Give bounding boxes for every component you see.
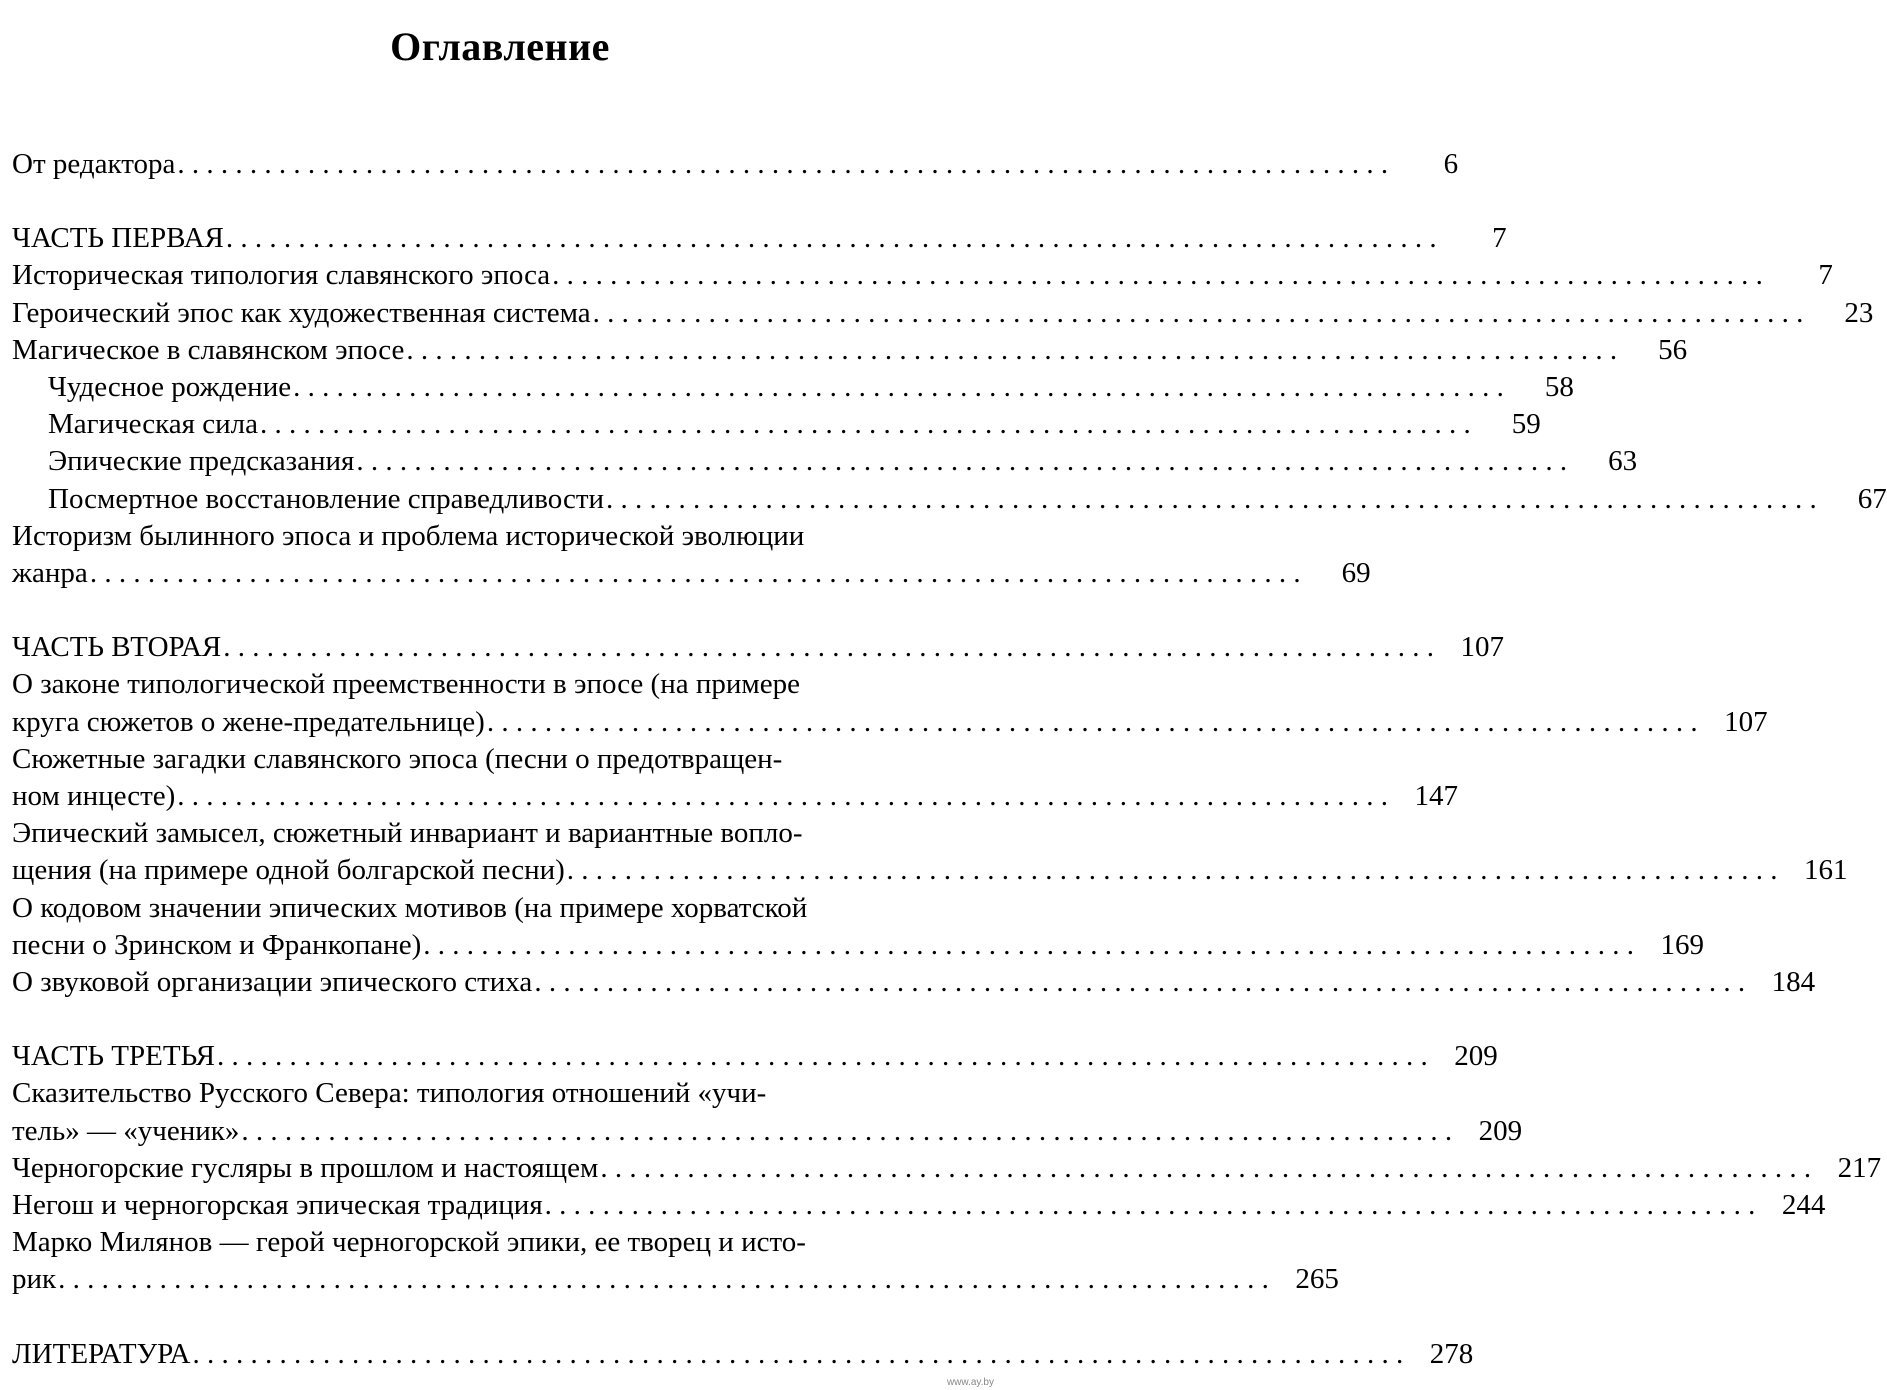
toc-entry-title-line: тель» — «ученик» <box>12 1114 240 1147</box>
toc-page-number: 107 <box>1724 705 1768 738</box>
dot-leader: . . . . . . . . . . . . . . . . . . . . . . . . . . . . . . . . . . . . . . . . . . . . . . . . . . . . . . . . . . . . . . . . . . . . . . . . . . . . . . . . . . . . <box>259 408 1471 441</box>
toc-entry-title: Черногорские гусляры в прошлом и настоящем <box>12 1151 599 1184</box>
toc-entry <box>12 295 1874 332</box>
toc-entry-title-line: О кодовом значении эпических мотивов (на примере хорватской <box>12 891 808 924</box>
toc-entry-title-line: рик <box>12 1263 57 1296</box>
toc-entry-title: Героический эпос как художественная система <box>12 296 591 329</box>
toc-entry <box>12 1224 1339 1298</box>
toc-entry-title-line: Марко Милянов — герой черногорской эпики, ее творец и исто- <box>12 1226 806 1259</box>
dot-leader: . . . . . . . . . . . . . . . . . . . . . . . . . . . . . . . . . . . . . . . . . . . . . . . . . . . . . . . . . . . . . . . . . . . . . . . . . . . . . . . . . . . . <box>606 482 1817 515</box>
dot-leader: . . . . . . . . . . . . . . . . . . . . . . . . . . . . . . . . . . . . . . . . . . . . . . . . . . . . . . . . . . . . . . . . . . . . . . . . . . . . . . . . . . . . <box>177 780 1389 813</box>
toc-entry <box>12 332 1688 369</box>
toc-page-number: 63 <box>1608 445 1638 478</box>
toc-page-number: 6 <box>1443 148 1459 180</box>
toc-entry-title: Негош и черногорская эпическая традиция <box>12 1189 543 1222</box>
toc-page-number: 58 <box>1544 371 1574 404</box>
toc-entry <box>12 741 1459 815</box>
toc-subentry <box>12 481 1887 518</box>
dot-leader: . . . . . . . . . . . . . . . . . . . . . . . . . . . . . . . . . . . . . . . . . . . . . . . . . . . . . . . . . . . . . . . . . . . . . . . . . . . . . . . . . . . . <box>192 1337 1404 1370</box>
toc-page-number: 184 <box>1771 966 1816 999</box>
toc-entry <box>12 257 1833 294</box>
dot-leader: . . . . . . . . . . . . . . . . . . . . . . . . . . . . . . . . . . . . . . . . . . . . . . . . . . . . . . . . . . . . . . . . . . . . . . . . . . . . . . . . . . . . <box>223 631 1434 664</box>
dot-leader: . . . . . . . . . . . . . . . . . . . . . . . . . . . . . . . . . . . . . . . . . . . . . . . . . . . . . . . . . . . . . . . . . . . . . . . . . . . . . . . . . . . . <box>592 296 1804 329</box>
toc-entry <box>12 890 1705 964</box>
toc-entry-title-line: ном инцесте) <box>12 780 176 813</box>
toc-page-number: 217 <box>1837 1151 1882 1184</box>
dot-leader: . . . . . . . . . . . . . . . . . . . . . . . . . . . . . . . . . . . . . . . . . . . . . . . . . . . . . . . . . . . . . . . . . . . . . . . . . . . . . . . . . . . . <box>486 705 1698 738</box>
dot-leader: . . . . . . . . . . . . . . . . . . . . . . . . . . . . . . . . . . . . . . . . . . . . . . . . . . . . . . . . . . . . . . . . . . . . . . . . . . . . . . . . . . . . <box>552 259 1763 292</box>
toc-entry <box>12 815 1848 889</box>
toc-entry-title: О звуковой организации эпического стиха <box>12 966 533 999</box>
dot-leader: . . . . . . . . . . . . . . . . . . . . . . . . . . . . . . . . . . . . . . . . . . . . . . . . . . . . . . . . . . . . . . . . . . . . . . . . . . . . . . . . . . . . <box>406 333 1618 366</box>
toc-page-number: 67 <box>1857 482 1887 515</box>
toc-subentry <box>12 443 1638 480</box>
dot-leader: . . . . . . . . . . . . . . . . . . . . . . . . . . . . . . . . . . . . . . . . . . . . . . . . . . . . . . . . . . . . . . . . . . . . . . . . . . . . . . . . . . . . <box>225 222 1437 255</box>
toc-entry-title: ЧАСТЬ ВТОРАЯ <box>12 631 222 664</box>
dot-leader: . . . . . . . . . . . . . . . . . . . . . . . . . . . . . . . . . . . . . . . . . . . . . . . . . . . . . . . . . . . . . . . . . . . . . . . . . . . . . . . . . . . . <box>423 928 1635 961</box>
toc-entry <box>12 518 1371 592</box>
toc-entry-title-line: песни о Зринском и Франкопане) <box>12 928 422 961</box>
toc-page-number: 169 <box>1660 928 1705 961</box>
toc-entry-title-line: Историзм былинного эпоса и проблема исторической эволюции <box>12 519 805 552</box>
toc-subentry <box>12 369 1574 406</box>
toc-entry <box>12 666 1768 740</box>
toc-entry-title: ЛИТЕРАТУРА <box>12 1337 191 1370</box>
toc-entry-title: От редактора <box>12 148 176 180</box>
dot-leader: . . . . . . . . . . . . . . . . . . . . . . . . . . . . . . . . . . . . . . . . . . . . . . . . . . . . . . . . . . . . . . . . . . . . . . . . . . . . . . . . . . . . <box>89 557 1301 590</box>
toc-page-number: 244 <box>1781 1189 1826 1222</box>
dot-leader: . . . . . . . . . . . . . . . . . . . . . . . . . . . . . . . . . . . . . . . . . . . . . . . . . . . . . . . . . . . . . . . . . . . . . . . . . . . . . . . . . . . . <box>566 854 1778 887</box>
toc-entry <box>12 1150 1882 1187</box>
toc-entry-title-line: Сюжетные загадки славянского эпоса (песни о предотвращен- <box>12 742 783 775</box>
toc-entry-title: Магическое в славянском эпосе <box>12 333 405 366</box>
toc-page-number: 69 <box>1341 557 1371 590</box>
toc-entry-title-line: Эпический замысел, сюжетный инвариант и вариантные вопло- <box>12 817 803 850</box>
page-title: Оглавление <box>390 24 610 69</box>
toc-entry <box>12 1187 1826 1224</box>
toc-page-number: 56 <box>1658 333 1688 366</box>
dot-leader: . . . . . . . . . . . . . . . . . . . . . . . . . . . . . . . . . . . . . . . . . . . . . . . . . . . . . . . . . . . . . . . . . . . . . . . . . . . . . . . . . . . . <box>241 1114 1453 1147</box>
dot-leader: . . . . . . . . . . . . . . . . . . . . . . . . . . . . . . . . . . . . . . . . . . . . . . . . . . . . . . . . . . . . . . . . . . . . . . . . . . . . . . . . . . . . <box>58 1263 1269 1296</box>
toc-entry-part-two <box>12 629 1504 666</box>
toc-entry-title-line: жанра <box>12 557 88 590</box>
toc-entry-title: Чудесное рождение <box>48 371 292 404</box>
toc-page-number: 147 <box>1414 780 1459 813</box>
toc-entry-title-line: щения (на примере одной болгарской песни) <box>12 854 565 887</box>
toc-entry-title-line: О законе типологической преемственности в эпосе (на примере <box>12 668 800 701</box>
dot-leader: . . . . . . . . . . . . . . . . . . . . . . . . . . . . . . . . . . . . . . . . . . . . . . . . . . . . . . . . . . . . . . . . . . . . . . . . . . . . . . . . . . . . <box>217 1040 1428 1073</box>
toc-entry-title: ЧАСТЬ ПЕРВАЯ <box>12 222 224 255</box>
toc-page-number: 278 <box>1429 1337 1474 1370</box>
toc-entry-from-editor <box>12 146 1459 183</box>
toc-page-number: 7 <box>1818 259 1833 292</box>
dot-leader: . . . . . . . . . . . . . . . . . . . . . . . . . . . . . . . . . . . . . . . . . . . . . . . . . . . . . . . . . . . . . . . . . . . . . . . . . . . . . . . . . . . . <box>293 371 1504 404</box>
toc-entry-title-line: Сказительство Русского Севера: типология отношений «учи- <box>12 1077 767 1110</box>
toc-page-number: 7 <box>1492 222 1507 255</box>
toc-page-number: 265 <box>1295 1263 1339 1296</box>
toc-page-number: 23 <box>1844 296 1874 329</box>
toc-entry <box>12 1075 1523 1149</box>
toc-entry-title: Посмертное восстановление справедливости <box>48 482 605 515</box>
dot-leader: . . . . . . . . . . . . . . . . . . . . . . . . . . . . . . . . . . . . . . . . . . . . . . . . . . . . . . . . . . . . . . . . . . . . . . . . . . . . . . . . . . . . <box>177 148 1389 180</box>
toc-subentry <box>12 406 1541 443</box>
toc-entry-bibliography <box>12 1336 1474 1373</box>
toc-entry-title: Магическая сила <box>48 408 258 441</box>
watermark: www.ay.by <box>946 1377 994 1388</box>
toc-entry-title: Эпические предсказания <box>48 445 355 478</box>
dot-leader: . . . . . . . . . . . . . . . . . . . . . . . . . . . . . . . . . . . . . . . . . . . . . . . . . . . . . . . . . . . . . . . . . . . . . . . . . . . . . . . . . . . . <box>534 966 1746 999</box>
dot-leader: . . . . . . . . . . . . . . . . . . . . . . . . . . . . . . . . . . . . . . . . . . . . . . . . . . . . . . . . . . . . . . . . . . . . . . . . . . . . . . . . . . . . <box>600 1151 1812 1184</box>
toc-page-number: 161 <box>1804 854 1848 887</box>
dot-leader: . . . . . . . . . . . . . . . . . . . . . . . . . . . . . . . . . . . . . . . . . . . . . . . . . . . . . . . . . . . . . . . . . . . . . . . . . . . . . . . . . . . . <box>544 1189 1756 1222</box>
toc-entry-title: ЧАСТЬ ТРЕТЬЯ <box>12 1040 216 1073</box>
toc-page-number: 59 <box>1511 408 1541 441</box>
table-of-contents <box>12 146 1887 1373</box>
toc-page-number: 107 <box>1460 631 1504 664</box>
toc-entry-part-three <box>12 1038 1498 1075</box>
toc-entry-title: Историческая типология славянского эпоса <box>12 259 551 292</box>
toc-entry <box>12 964 1816 1001</box>
toc-entry-title-line: круга сюжетов о жене-предательнице) <box>12 705 485 738</box>
toc-page-number: 209 <box>1478 1114 1523 1147</box>
toc-page-number: 209 <box>1454 1040 1498 1073</box>
toc-entry-part-one <box>12 220 1507 257</box>
dot-leader: . . . . . . . . . . . . . . . . . . . . . . . . . . . . . . . . . . . . . . . . . . . . . . . . . . . . . . . . . . . . . . . . . . . . . . . . . . . . . . . . . . . . <box>356 445 1568 478</box>
